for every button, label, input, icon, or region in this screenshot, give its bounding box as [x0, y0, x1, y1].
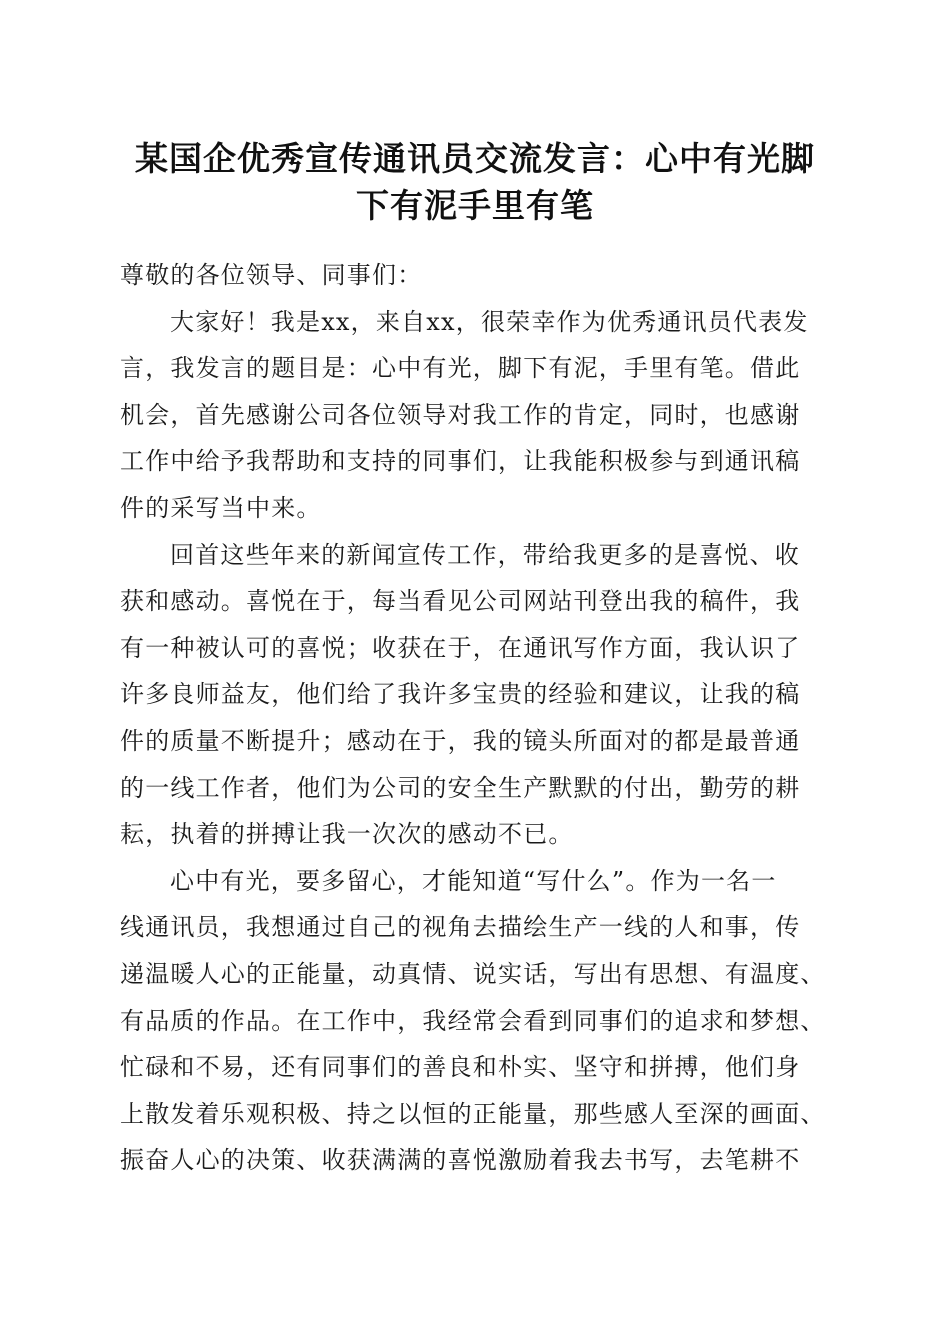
paragraph-line: 机会，首先感谢公司各位领导对我工作的肯定，同时，也感谢	[120, 400, 801, 429]
paragraph-line: 递温暖人心的正能量，动真情、说实话，写出有思想、有温度、	[120, 959, 826, 988]
title-line: 下有泥手里有笔	[356, 186, 594, 225]
paragraph-line: 工作中给予我帮助和支持的同事们，让我能积极参与到通讯稿	[120, 447, 801, 476]
document-body	[120, 252, 828, 1184]
paragraph-line: 的一线工作者，他们为公司的安全生产默默的付出，勤劳的耕	[120, 773, 801, 802]
paragraph-line: 忙碌和不易，还有同事们的善良和朴实、坚守和拼搏，他们身	[120, 1053, 801, 1082]
paragraph-2	[120, 532, 828, 858]
paragraph-line: 振奋人心的决策、收获满满的喜悦激励着我去书写，去笔耕不	[120, 1146, 801, 1175]
title-line: 某国企优秀宣传通讯员交流发言：心中有光脚	[135, 139, 815, 178]
paragraph-line: 言，我发言的题目是：心中有光，脚下有泥，手里有笔。借此	[120, 354, 801, 383]
paragraph-line: 有品质的作品。在工作中，我经常会看到同事们的追求和梦想、	[120, 1006, 826, 1035]
document-title	[110, 135, 840, 229]
paragraph-line: 心中有光，要多留心，才能知道“写什么”。作为一名一	[170, 866, 777, 895]
paragraph-line: 上散发着乐观积极、持之以恒的正能量，那些感人至深的画面、	[120, 1099, 826, 1128]
paragraph-3	[120, 858, 828, 1184]
paragraph-line: 耘，执着的拼搏让我一次次的感动不已。	[120, 820, 574, 849]
paragraph-line: 有一种被认可的喜悦；收获在于，在通讯写作方面，我认识了	[120, 633, 801, 662]
paragraph-line: 获和感动。喜悦在于，每当看见公司网站刊登出我的稿件，我	[120, 587, 801, 616]
paragraph-line: 回首这些年来的新闻宣传工作，带给我更多的是喜悦、收	[170, 540, 800, 569]
paragraph-1	[120, 299, 828, 532]
paragraph-line: 件的采写当中来。	[120, 493, 322, 522]
paragraph-line: 大家好！我是xx，来自xx，很荣幸作为优秀通讯员代表发	[170, 307, 809, 336]
salutation: 尊敬的各位领导、同事们：	[120, 261, 423, 289]
paragraph-line: 线通讯员，我想通过自己的视角去描绘生产一线的人和事，传	[120, 913, 801, 942]
paragraph-line: 件的质量不断提升；感动在于，我的镜头所面对的都是最普通	[120, 726, 801, 755]
paragraph-line: 许多良师益友，他们给了我许多宝贵的经验和建议，让我的稿	[120, 680, 801, 709]
